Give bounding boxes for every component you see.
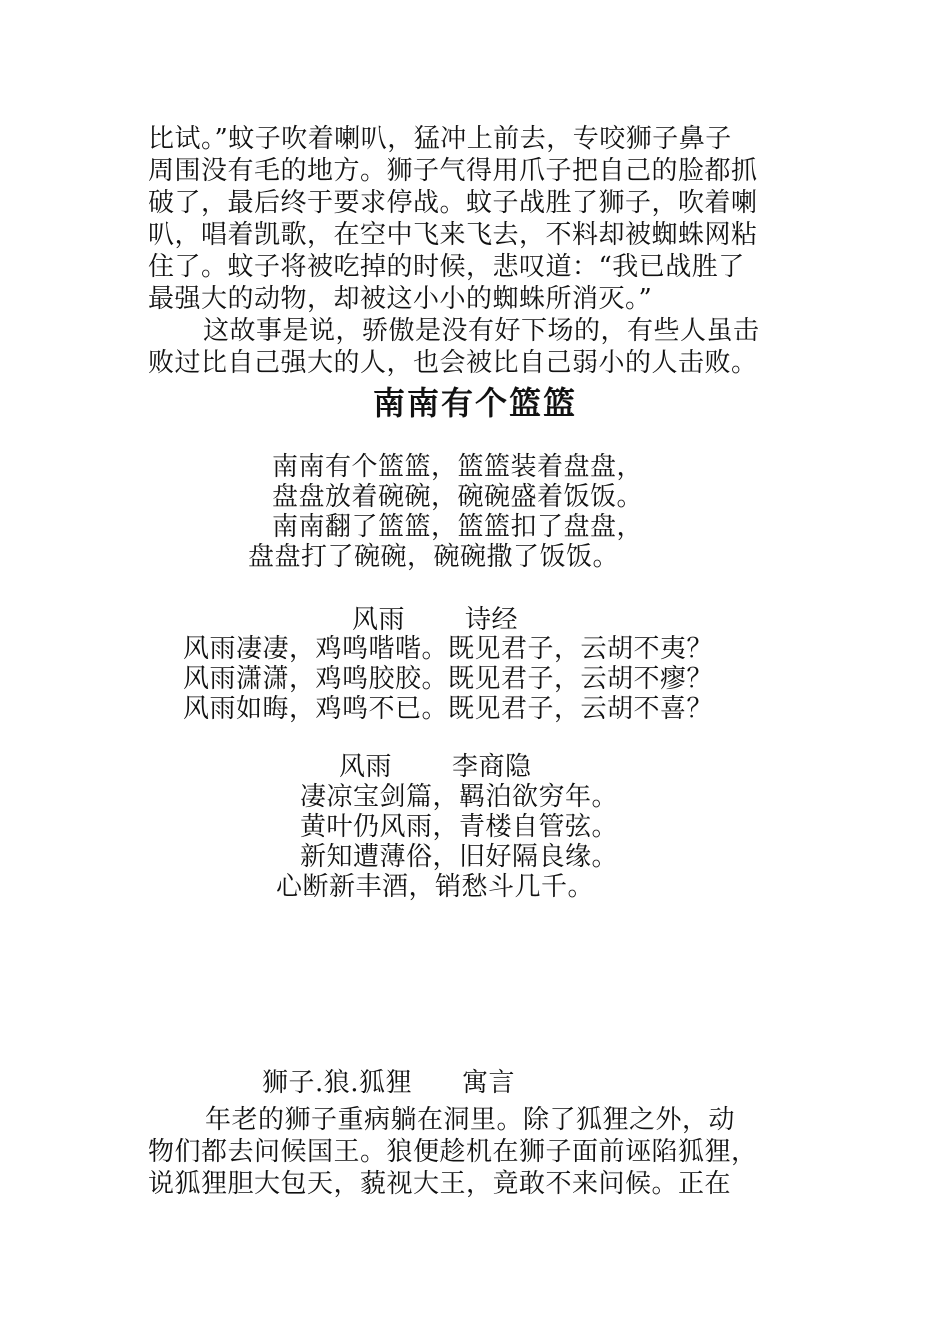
prose-line: 比试。”蚊子吹着喇叭，猛冲上前去，专咬狮子鼻子 [148, 124, 732, 154]
poem-shijing-heading [352, 605, 518, 635]
poem-line: 风雨潇潇，鸡鸣胶胶。既见君子，云胡不瘳？ [183, 664, 714, 694]
prose-line: 败过比自己强大的人，也会被比自己弱小的人击败。 [148, 348, 758, 378]
poem-line: 心断新丰酒，销愁斗几千。 [276, 872, 595, 902]
prose-line: 最强大的动物，却被这小小的蜘蛛所消灭。” [148, 284, 653, 314]
poem-lishangyin-author: 李商隐 [452, 752, 532, 782]
poem-line: 新知遭薄俗，旧好隔良缘。 [300, 842, 619, 872]
fable-line: 说狐狸胆大包天，藐视大王，竟敢不来问候。正在 [148, 1169, 732, 1199]
poem-line: 南南翻了篮篮，篮篮扣了盘盘， [272, 512, 644, 542]
fable-genre: 寓言 [462, 1068, 516, 1098]
poem-line: 盘盘打了碗碗，碗碗撒了饭饭。 [248, 542, 620, 572]
fable-heading [262, 1068, 515, 1098]
poem-line: 风雨凄凄，鸡鸣喈喈。既见君子，云胡不夷？ [183, 634, 714, 664]
poem-line: 风雨如晦，鸡鸣不已。既见君子，云胡不喜？ [183, 694, 714, 724]
poem-shijing-title: 风雨 [352, 605, 406, 635]
poem-line: 盘盘放着碗碗，碗碗盛着饭饭。 [272, 482, 644, 512]
prose-line: 周围没有毛的地方。狮子气得用爪子把自己的脸都抓 [148, 156, 758, 186]
prose-line: 这故事是说，骄傲是没有好下场的，有些人虽击 [203, 316, 760, 346]
prose-line: 叭，唱着凯歌，在空中飞来飞去，不料却被蜘蛛网粘 [148, 220, 758, 250]
fable-line: 物们都去问候国王。狼便趁机在狮子面前诬陷狐狸， [148, 1137, 758, 1167]
prose-line: 破了，最后终于要求停战。蚊子战胜了狮子，吹着喇 [148, 188, 758, 218]
poem-line: 南南有个篮篮，篮篮装着盘盘， [272, 452, 644, 482]
poem-lishangyin-heading [339, 752, 532, 782]
fable-title: 狮子.狼.狐狸 [262, 1068, 413, 1098]
fable-line: 年老的狮子重病躺在洞里。除了狐狸之外，动 [205, 1105, 736, 1135]
poem-line: 黄叶仍风雨，青楼自管弦。 [300, 812, 619, 842]
poem-shijing-author: 诗经 [465, 605, 519, 635]
prose-line: 住了。蚊子将被吃掉的时候，悲叹道：“我已战胜了 [148, 252, 745, 282]
poem-lishangyin-title: 风雨 [339, 752, 393, 782]
poem-nannan-title: 南南有个篮篮 [372, 384, 577, 422]
poem-line: 凄凉宝剑篇，羁泊欲穷年。 [300, 782, 619, 812]
